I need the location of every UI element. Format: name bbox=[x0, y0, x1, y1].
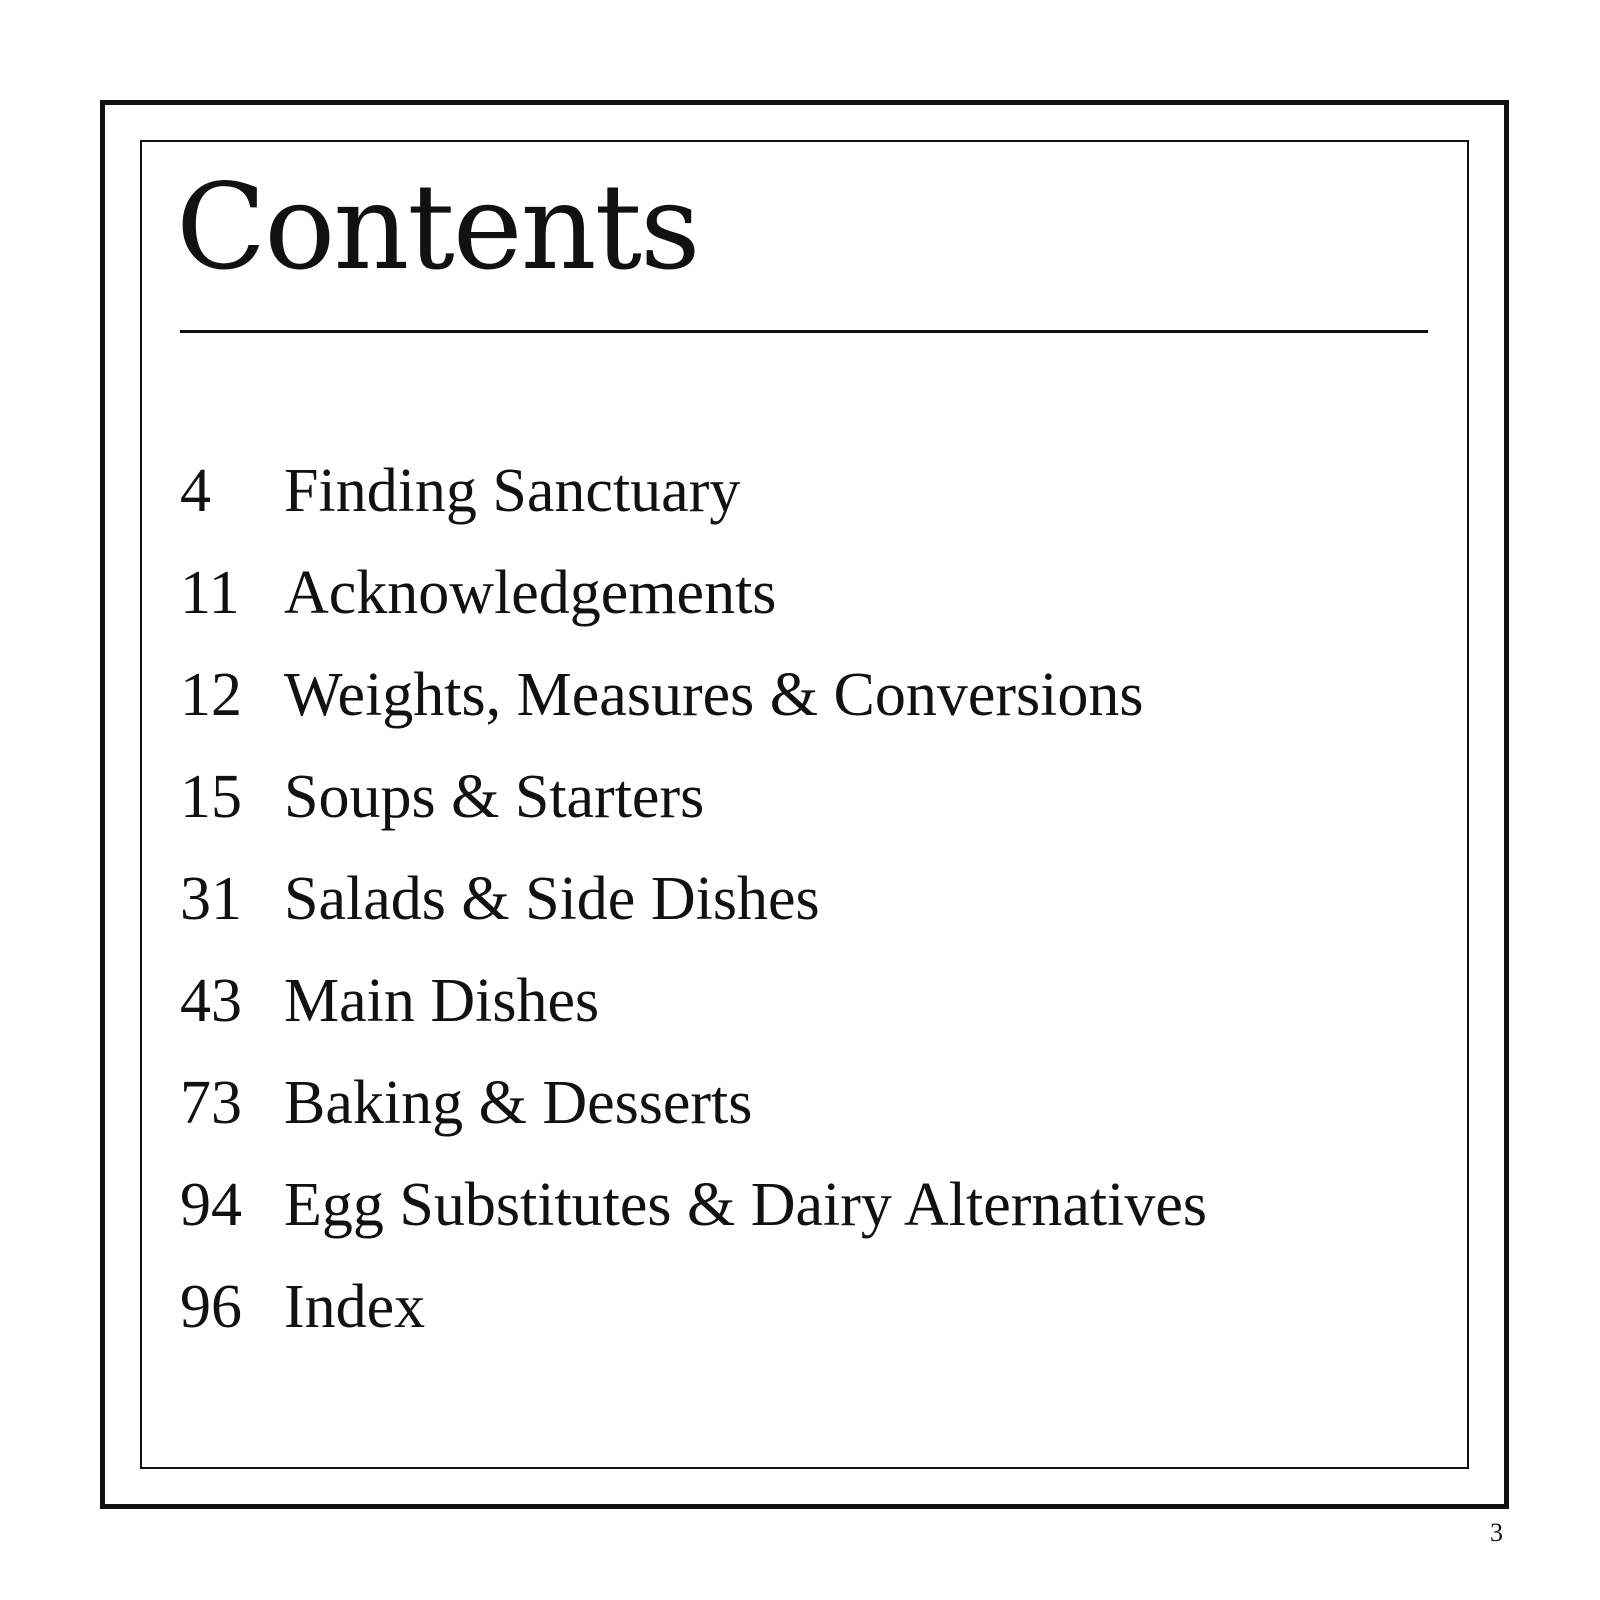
toc-page-number: 11 bbox=[180, 559, 240, 627]
toc-entry-soups-starters[interactable] bbox=[180, 746, 1207, 848]
toc-page-number: 94 bbox=[180, 1171, 242, 1239]
toc-entry-index[interactable] bbox=[180, 1256, 1207, 1358]
toc-page-number: 73 bbox=[180, 1069, 242, 1137]
toc-page-number: 31 bbox=[180, 865, 242, 933]
toc-entry-finding-sanctuary[interactable] bbox=[180, 440, 1207, 542]
toc-entry-acknowledgements[interactable] bbox=[180, 542, 1207, 644]
toc-entry-main-dishes[interactable] bbox=[180, 950, 1207, 1052]
toc-page-number: 4 bbox=[180, 457, 211, 525]
toc-entry-title: Acknowledgements bbox=[284, 559, 777, 627]
toc-entry-salads-side-dishes[interactable] bbox=[180, 848, 1207, 950]
toc-entry-baking-desserts[interactable] bbox=[180, 1052, 1207, 1154]
toc-entry-title: Baking & Desserts bbox=[284, 1069, 753, 1137]
folio-page-number: 3 bbox=[1490, 1518, 1503, 1547]
title-divider bbox=[180, 330, 1428, 333]
toc-entry-weights-measures[interactable] bbox=[180, 644, 1207, 746]
toc-entry-title: Index bbox=[284, 1273, 426, 1341]
toc-entry-title: Egg Substitutes & Dairy Alternatives bbox=[284, 1171, 1208, 1239]
toc-entry-title: Salads & Side Dishes bbox=[284, 865, 820, 933]
toc-entry-egg-substitutes[interactable] bbox=[180, 1154, 1207, 1256]
toc-page-number: 12 bbox=[180, 661, 242, 729]
toc-page-number: 96 bbox=[180, 1273, 242, 1341]
toc-page-number: 15 bbox=[180, 763, 242, 831]
toc-entry-title: Soups & Starters bbox=[284, 763, 705, 831]
toc-page-number: 43 bbox=[180, 967, 242, 1035]
table-of-contents bbox=[180, 440, 1207, 1358]
toc-entry-title: Main Dishes bbox=[284, 967, 600, 1035]
toc-entry-title: Finding Sanctuary bbox=[284, 457, 741, 525]
page-title: Contents bbox=[176, 158, 699, 296]
toc-entry-title: Weights, Measures & Conversions bbox=[284, 661, 1144, 729]
